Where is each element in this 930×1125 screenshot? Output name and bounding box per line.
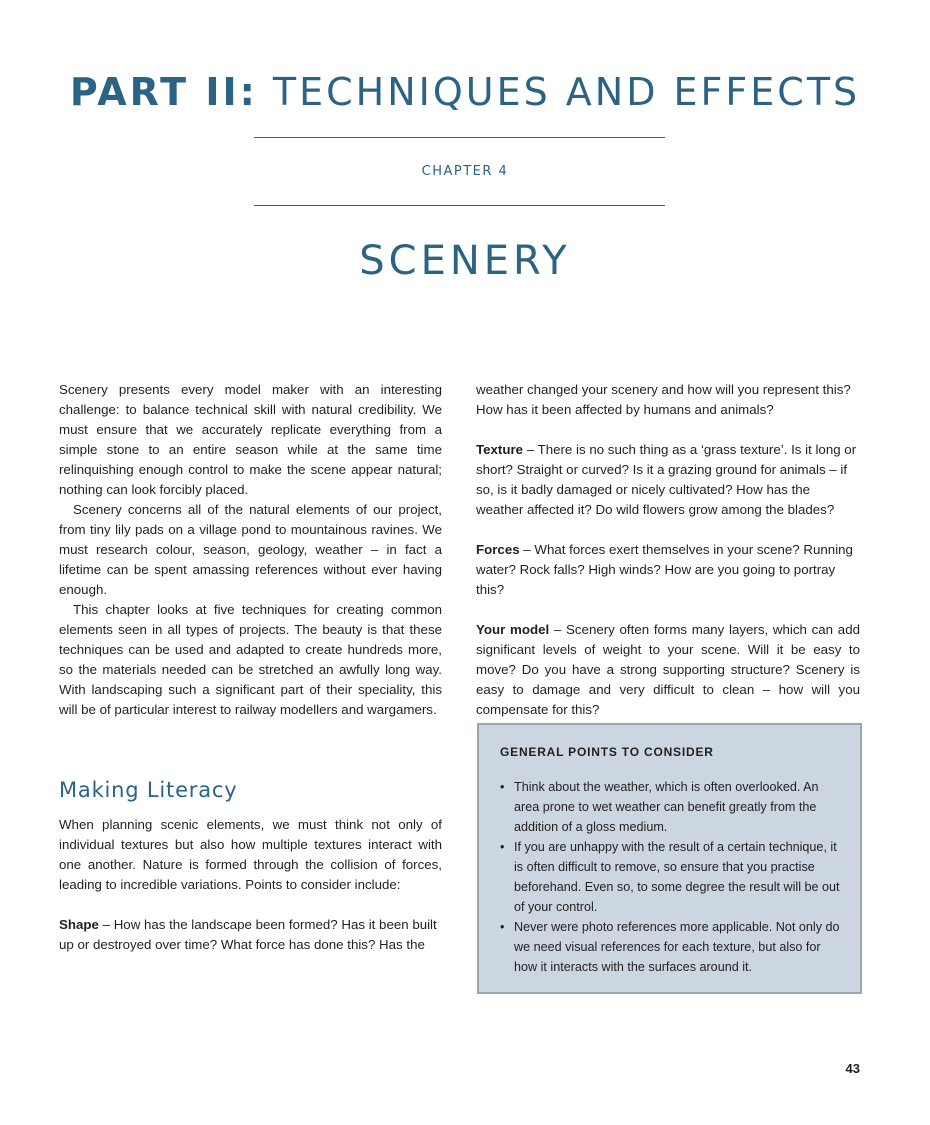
bullet-icon: • (500, 920, 505, 934)
model-text: – Scenery often forms many layers, which can add significant levels of weight to your scene. Will it be easy to move? Do you have a strong supporting structure? Scenery is easy to damage and very difficult to clean – how will you compensate for this? (476, 622, 860, 717)
scenery-paragraph: Scenery concerns all of the natural elements of our project, from tiny lily pads on a village pond to mountainous ravines. We must research colour, season, geology, weather – in fact a lifetime can be spent amassing references without ever having enough. (59, 502, 442, 597)
forces-paragraph (476, 540, 860, 600)
bullet-icon: • (500, 780, 505, 794)
top-divider (254, 137, 665, 138)
texture-paragraph (476, 440, 860, 520)
model-paragraph (476, 620, 860, 720)
right-column (476, 380, 860, 720)
model-term: Your model (476, 622, 550, 637)
part-name: TECHNIQUES AND EFFECTS (272, 70, 861, 114)
bottom-divider (254, 205, 665, 206)
chapter-title: SCENERY (359, 238, 571, 284)
texture-text: – There is no such thing as a ‘grass texture’. Is it long or short? Straight or curved? Is it a grazing ground for animals – if so, is it badly damaged or nicely cultivated? How has the weather affected it? Do wild flowers grow among the blades? (476, 442, 857, 517)
left-column (59, 380, 442, 955)
section-heading: Making Literacy (59, 778, 238, 802)
chapter-label: CHAPTER 4 (421, 164, 509, 179)
list-item-text: If you are unhappy with the result of a certain technique, it is often difficult to remove, so ensure that you practise beforehand. Even so, to some degree the result will be out of your control. (514, 840, 840, 914)
techniques-paragraph: This chapter looks at five techniques for creating common elements seen in all types of projects. The beauty is that these techniques can be used and adapted to create hundreds more, so the materials needed can be stretched an awfully long way. With landscaping such a significant part of their speciality, this will be of particular interest to railway modellers and wargamers. (59, 602, 442, 717)
section-intro-paragraph: When planning scenic elements, we must think not only of individual textures but also how multiple textures interact with one another. Nature is formed through the collision of forces, leading to incredible variations. Points to consider include: (59, 817, 442, 892)
forces-term: Forces (476, 542, 520, 557)
shape-term: Shape (59, 917, 99, 932)
shape-text: – How has the landscape been formed? Has it been built up or destroyed over time? What force has done this? Has the (59, 917, 437, 952)
list-item-text: Never were photo references more applicable. Not only do we need visual references for each texture, but also for how it interacts with the surfaces around it. (514, 920, 840, 974)
part-prefix: PART II: (69, 70, 258, 114)
list-item (493, 837, 843, 917)
bullet-icon: • (500, 840, 505, 854)
general-points-box (477, 723, 862, 994)
list-item (493, 917, 843, 977)
forces-text: – What forces exert themselves in your scene? Running water? Rock falls? High winds? How are you going to portray this? (476, 542, 853, 597)
points-list (493, 777, 843, 977)
shape-continued-paragraph: weather changed your scenery and how will you represent this? How has it been affected by humans and animals? (476, 382, 851, 417)
shape-paragraph (59, 915, 442, 955)
intro-paragraph: Scenery presents every model maker with an interesting challenge: to balance technical skill with natural credibility. We must ensure that we accurately replicate everything from a simple stone to an entire season while at the same time relinquishing enough control to make the scene appear natural; nothing can look forcibly placed. (59, 382, 442, 497)
list-item (493, 777, 843, 837)
part-title (0, 70, 930, 114)
list-item-text: Think about the weather, which is often overlooked. An area prone to wet weather can benefit greatly from the addition of a gloss medium. (514, 780, 819, 834)
box-title: GENERAL POINTS TO CONSIDER (500, 745, 714, 759)
texture-term: Texture (476, 442, 524, 457)
page-number: 43 (845, 1061, 860, 1076)
